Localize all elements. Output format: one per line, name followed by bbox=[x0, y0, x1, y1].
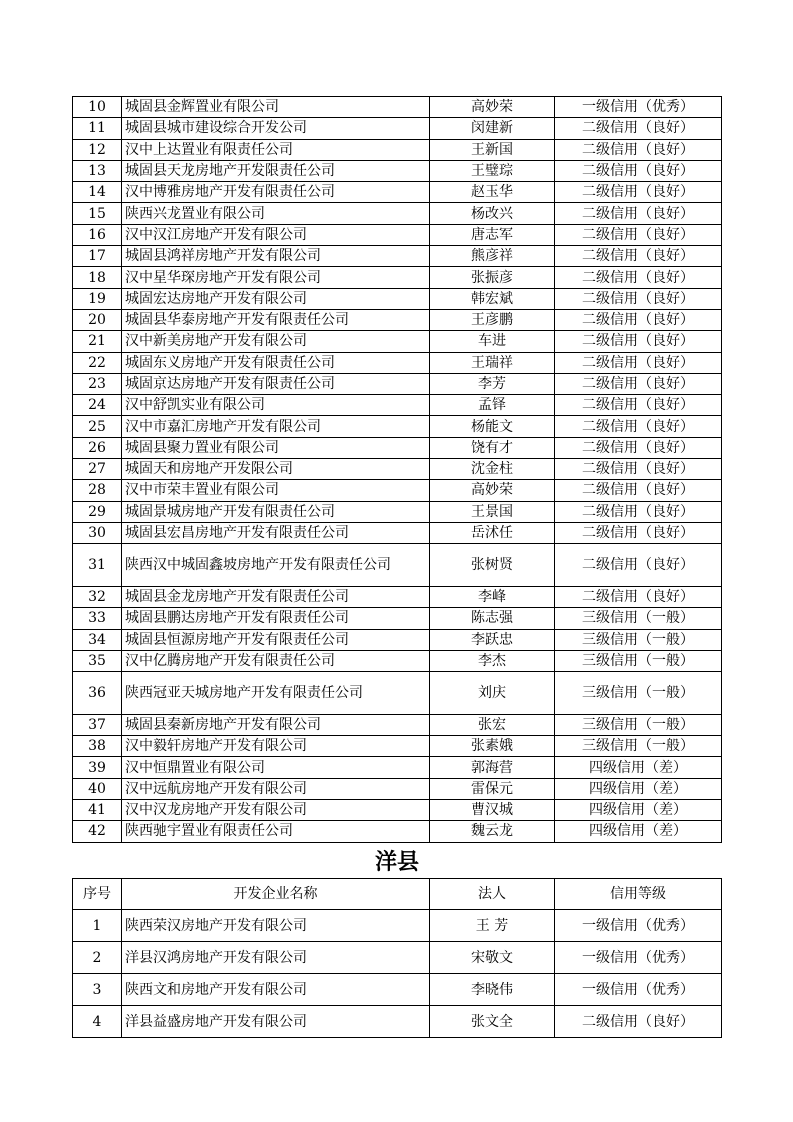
credit-rating: 二级信用（良好） bbox=[555, 437, 722, 458]
legal-rep: 王瑞祥 bbox=[430, 352, 555, 373]
row-number: 41 bbox=[73, 799, 122, 820]
table-row bbox=[73, 416, 722, 437]
credit-rating: 三级信用（一般） bbox=[555, 608, 722, 629]
company-name: 城固东义房地产开发有限责任公司 bbox=[122, 352, 430, 373]
legal-rep: 曹汉城 bbox=[430, 799, 555, 820]
company-name: 洋县益盛房地产开发有限公司 bbox=[122, 1006, 430, 1038]
row-number: 34 bbox=[73, 629, 122, 650]
table-row bbox=[73, 118, 722, 139]
table-row bbox=[73, 246, 722, 267]
table-row bbox=[73, 160, 722, 181]
company-name: 城固县秦新房地产开发有限公司 bbox=[122, 714, 430, 735]
company-name: 城固县恒源房地产开发有限责任公司 bbox=[122, 629, 430, 650]
company-name: 汉中市嘉汇房地产开发有限公司 bbox=[122, 416, 430, 437]
credit-rating: 二级信用（良好） bbox=[555, 224, 722, 245]
table-row bbox=[73, 544, 722, 587]
company-name: 城固县天龙房地产开发限责任公司 bbox=[122, 160, 430, 181]
section-title-yangxian: 洋县 bbox=[374, 849, 419, 875]
table-row bbox=[73, 459, 722, 480]
table-row bbox=[73, 942, 722, 974]
row-number: 27 bbox=[73, 459, 122, 480]
legal-rep: 李峰 bbox=[430, 586, 555, 607]
credit-rating: 二级信用（良好） bbox=[555, 522, 722, 543]
row-number: 18 bbox=[73, 267, 122, 288]
row-number: 35 bbox=[73, 650, 122, 671]
row-number: 37 bbox=[73, 714, 122, 735]
legal-rep: 李芳 bbox=[430, 373, 555, 394]
table-row bbox=[73, 182, 722, 203]
credit-rating: 二级信用（良好） bbox=[555, 160, 722, 181]
credit-rating: 二级信用（良好） bbox=[555, 1006, 722, 1038]
legal-rep: 赵玉华 bbox=[430, 182, 555, 203]
company-name: 洋县汉鸿房地产开发有限公司 bbox=[122, 942, 430, 974]
table-row bbox=[73, 799, 722, 820]
credit-rating: 三级信用（一般） bbox=[555, 650, 722, 671]
table-row bbox=[73, 331, 722, 352]
company-name: 汉中汉江房地产开发有限公司 bbox=[122, 224, 430, 245]
legal-rep: 王景国 bbox=[430, 501, 555, 522]
table-row bbox=[73, 757, 722, 778]
credit-rating: 二级信用（良好） bbox=[555, 331, 722, 352]
row-number: 15 bbox=[73, 203, 122, 224]
company-name: 陕西冠亚天城房地产开发有限责任公司 bbox=[122, 672, 430, 715]
row-number: 33 bbox=[73, 608, 122, 629]
table-row bbox=[73, 522, 722, 543]
legal-rep: 熊彦祥 bbox=[430, 246, 555, 267]
legal-rep: 张振彦 bbox=[430, 267, 555, 288]
company-name: 汉中舒凯实业有限公司 bbox=[122, 395, 430, 416]
table-header-row bbox=[73, 879, 722, 910]
legal-rep: 宋敬文 bbox=[430, 942, 555, 974]
credit-rating: 二级信用（良好） bbox=[555, 395, 722, 416]
row-number: 30 bbox=[73, 522, 122, 543]
credit-rating: 二级信用（良好） bbox=[555, 501, 722, 522]
row-number: 36 bbox=[73, 672, 122, 715]
header-no: 序号 bbox=[73, 879, 122, 910]
credit-rating: 三级信用（一般） bbox=[555, 672, 722, 715]
table-row bbox=[73, 910, 722, 942]
legal-rep: 郭海营 bbox=[430, 757, 555, 778]
legal-rep: 李跃忠 bbox=[430, 629, 555, 650]
company-name: 城固县宏昌房地产开发有限责任公司 bbox=[122, 522, 430, 543]
table-row bbox=[73, 395, 722, 416]
legal-rep: 杨能文 bbox=[430, 416, 555, 437]
legal-rep: 陈志强 bbox=[430, 608, 555, 629]
legal-rep: 饶有才 bbox=[430, 437, 555, 458]
credit-rating: 二级信用（良好） bbox=[555, 586, 722, 607]
row-number: 12 bbox=[73, 139, 122, 160]
table-row bbox=[73, 736, 722, 757]
credit-rating: 三级信用（一般） bbox=[555, 714, 722, 735]
credit-rating: 二级信用（良好） bbox=[555, 118, 722, 139]
company-name: 汉中远航房地产开发有限公司 bbox=[122, 778, 430, 799]
row-number: 28 bbox=[73, 480, 122, 501]
company-name: 城固县金辉置业有限公司 bbox=[122, 97, 430, 118]
legal-rep: 岳沭任 bbox=[430, 522, 555, 543]
credit-rating: 二级信用（良好） bbox=[555, 480, 722, 501]
developer-credit-table-chenggu bbox=[72, 96, 722, 843]
legal-rep: 王璧琮 bbox=[430, 160, 555, 181]
legal-rep: 车进 bbox=[430, 331, 555, 352]
table-row bbox=[73, 586, 722, 607]
legal-rep: 王 芳 bbox=[430, 910, 555, 942]
legal-rep: 孟铎 bbox=[430, 395, 555, 416]
table-row bbox=[73, 480, 722, 501]
row-number: 4 bbox=[73, 1006, 122, 1038]
company-name: 城固县华泰房地产开发有限责任公司 bbox=[122, 309, 430, 330]
credit-rating: 二级信用（良好） bbox=[555, 139, 722, 160]
credit-rating: 四级信用（差） bbox=[555, 757, 722, 778]
credit-rating: 二级信用（良好） bbox=[555, 416, 722, 437]
legal-rep: 张宏 bbox=[430, 714, 555, 735]
row-number: 22 bbox=[73, 352, 122, 373]
credit-rating: 一级信用（优秀） bbox=[555, 97, 722, 118]
row-number: 1 bbox=[73, 910, 122, 942]
row-number: 39 bbox=[73, 757, 122, 778]
company-name: 城固景城房地产开发有限责任公司 bbox=[122, 501, 430, 522]
row-number: 11 bbox=[73, 118, 122, 139]
table-row bbox=[73, 352, 722, 373]
company-name: 城固县鹏达房地产开发有限责任公司 bbox=[122, 608, 430, 629]
table-row bbox=[73, 629, 722, 650]
table-row bbox=[73, 97, 722, 118]
company-name: 汉中汉龙房地产开发有限公司 bbox=[122, 799, 430, 820]
credit-rating: 二级信用（良好） bbox=[555, 544, 722, 587]
legal-rep: 闵建新 bbox=[430, 118, 555, 139]
legal-rep: 李杰 bbox=[430, 650, 555, 671]
credit-rating: 一级信用（优秀） bbox=[555, 910, 722, 942]
legal-rep: 高妙荣 bbox=[430, 97, 555, 118]
credit-rating: 三级信用（一般） bbox=[555, 736, 722, 757]
company-name: 陕西驰宇置业有限责任公司 bbox=[122, 821, 430, 842]
row-number: 26 bbox=[73, 437, 122, 458]
credit-rating: 二级信用（良好） bbox=[555, 459, 722, 480]
developer-credit-table-yangxian bbox=[72, 878, 722, 1038]
table-row bbox=[73, 309, 722, 330]
credit-rating: 四级信用（差） bbox=[555, 799, 722, 820]
company-name: 汉中新美房地产开发有限公司 bbox=[122, 331, 430, 352]
legal-rep: 沈金柱 bbox=[430, 459, 555, 480]
table-row bbox=[73, 373, 722, 394]
company-name: 陕西文和房地产开发有限公司 bbox=[122, 974, 430, 1006]
header-company-name: 开发企业名称 bbox=[122, 879, 430, 910]
company-name: 陕西兴龙置业有限公司 bbox=[122, 203, 430, 224]
table-row bbox=[73, 714, 722, 735]
company-name: 汉中恒鼎置业有限公司 bbox=[122, 757, 430, 778]
header-legal-rep: 法人 bbox=[430, 879, 555, 910]
credit-rating: 三级信用（一般） bbox=[555, 629, 722, 650]
credit-rating: 一级信用（优秀） bbox=[555, 942, 722, 974]
row-number: 10 bbox=[73, 97, 122, 118]
table-row bbox=[73, 139, 722, 160]
company-name: 汉中星华琛房地产开发有限公司 bbox=[122, 267, 430, 288]
company-name: 汉中上达置业有限责任公司 bbox=[122, 139, 430, 160]
table-row bbox=[73, 821, 722, 842]
credit-rating: 一级信用（优秀） bbox=[555, 974, 722, 1006]
row-number: 3 bbox=[73, 974, 122, 1006]
legal-rep: 张素娥 bbox=[430, 736, 555, 757]
row-number: 24 bbox=[73, 395, 122, 416]
legal-rep: 韩宏斌 bbox=[430, 288, 555, 309]
legal-rep: 杨改兴 bbox=[430, 203, 555, 224]
row-number: 32 bbox=[73, 586, 122, 607]
company-name: 城固县城市建设综合开发公司 bbox=[122, 118, 430, 139]
row-number: 40 bbox=[73, 778, 122, 799]
legal-rep: 雷保元 bbox=[430, 778, 555, 799]
row-number: 23 bbox=[73, 373, 122, 394]
company-name: 城固天和房地产开发限公司 bbox=[122, 459, 430, 480]
company-name: 汉中市荣丰置业有限公司 bbox=[122, 480, 430, 501]
credit-rating: 四级信用（差） bbox=[555, 821, 722, 842]
credit-rating: 二级信用（良好） bbox=[555, 288, 722, 309]
table-row bbox=[73, 672, 722, 715]
row-number: 17 bbox=[73, 246, 122, 267]
credit-rating: 二级信用（良好） bbox=[555, 267, 722, 288]
table-row bbox=[73, 501, 722, 522]
company-name: 汉中亿腾房地产开发有限责任公司 bbox=[122, 650, 430, 671]
table-row bbox=[73, 650, 722, 671]
credit-rating: 二级信用（良好） bbox=[555, 182, 722, 203]
row-number: 25 bbox=[73, 416, 122, 437]
company-name: 城固县鸿祥房地产开发有限公司 bbox=[122, 246, 430, 267]
legal-rep: 张文全 bbox=[430, 1006, 555, 1038]
row-number: 16 bbox=[73, 224, 122, 245]
legal-rep: 王新国 bbox=[430, 139, 555, 160]
table-body bbox=[73, 97, 722, 843]
legal-rep: 唐志军 bbox=[430, 224, 555, 245]
table-row bbox=[73, 437, 722, 458]
credit-rating: 二级信用（良好） bbox=[555, 309, 722, 330]
credit-rating: 二级信用（良好） bbox=[555, 203, 722, 224]
credit-rating: 四级信用（差） bbox=[555, 778, 722, 799]
table-row bbox=[73, 1006, 722, 1038]
company-name: 汉中博雅房地产开发有限责任公司 bbox=[122, 182, 430, 203]
row-number: 14 bbox=[73, 182, 122, 203]
company-name: 汉中毅轩房地产开发有限公司 bbox=[122, 736, 430, 757]
table-body bbox=[73, 910, 722, 1038]
table-row bbox=[73, 608, 722, 629]
company-name: 城固县聚力置业有限公司 bbox=[122, 437, 430, 458]
company-name: 城固京达房地产开发有限责任公司 bbox=[122, 373, 430, 394]
row-number: 19 bbox=[73, 288, 122, 309]
table-row bbox=[73, 224, 722, 245]
credit-rating: 二级信用（良好） bbox=[555, 352, 722, 373]
company-name: 城固宏达房地产开发有限公司 bbox=[122, 288, 430, 309]
legal-rep: 王彦鹏 bbox=[430, 309, 555, 330]
credit-rating: 二级信用（良好） bbox=[555, 246, 722, 267]
company-name: 陕西荣汉房地产开发有限公司 bbox=[122, 910, 430, 942]
table-row bbox=[73, 974, 722, 1006]
header-credit-rating: 信用等级 bbox=[555, 879, 722, 910]
legal-rep: 李晓伟 bbox=[430, 974, 555, 1006]
table-row bbox=[73, 288, 722, 309]
legal-rep: 张树贤 bbox=[430, 544, 555, 587]
company-name: 城固县金龙房地产开发有限责任公司 bbox=[122, 586, 430, 607]
row-number: 13 bbox=[73, 160, 122, 181]
row-number: 31 bbox=[73, 544, 122, 587]
row-number: 42 bbox=[73, 821, 122, 842]
row-number: 29 bbox=[73, 501, 122, 522]
row-number: 38 bbox=[73, 736, 122, 757]
row-number: 21 bbox=[73, 331, 122, 352]
legal-rep: 刘庆 bbox=[430, 672, 555, 715]
company-name: 陕西汉中城固鑫坡房地产开发有限责任公司 bbox=[122, 544, 430, 587]
legal-rep: 魏云龙 bbox=[430, 821, 555, 842]
table-row bbox=[73, 267, 722, 288]
row-number: 2 bbox=[73, 942, 122, 974]
credit-rating: 二级信用（良好） bbox=[555, 373, 722, 394]
legal-rep: 高妙荣 bbox=[430, 480, 555, 501]
table-row bbox=[73, 203, 722, 224]
row-number: 20 bbox=[73, 309, 122, 330]
table-row bbox=[73, 778, 722, 799]
